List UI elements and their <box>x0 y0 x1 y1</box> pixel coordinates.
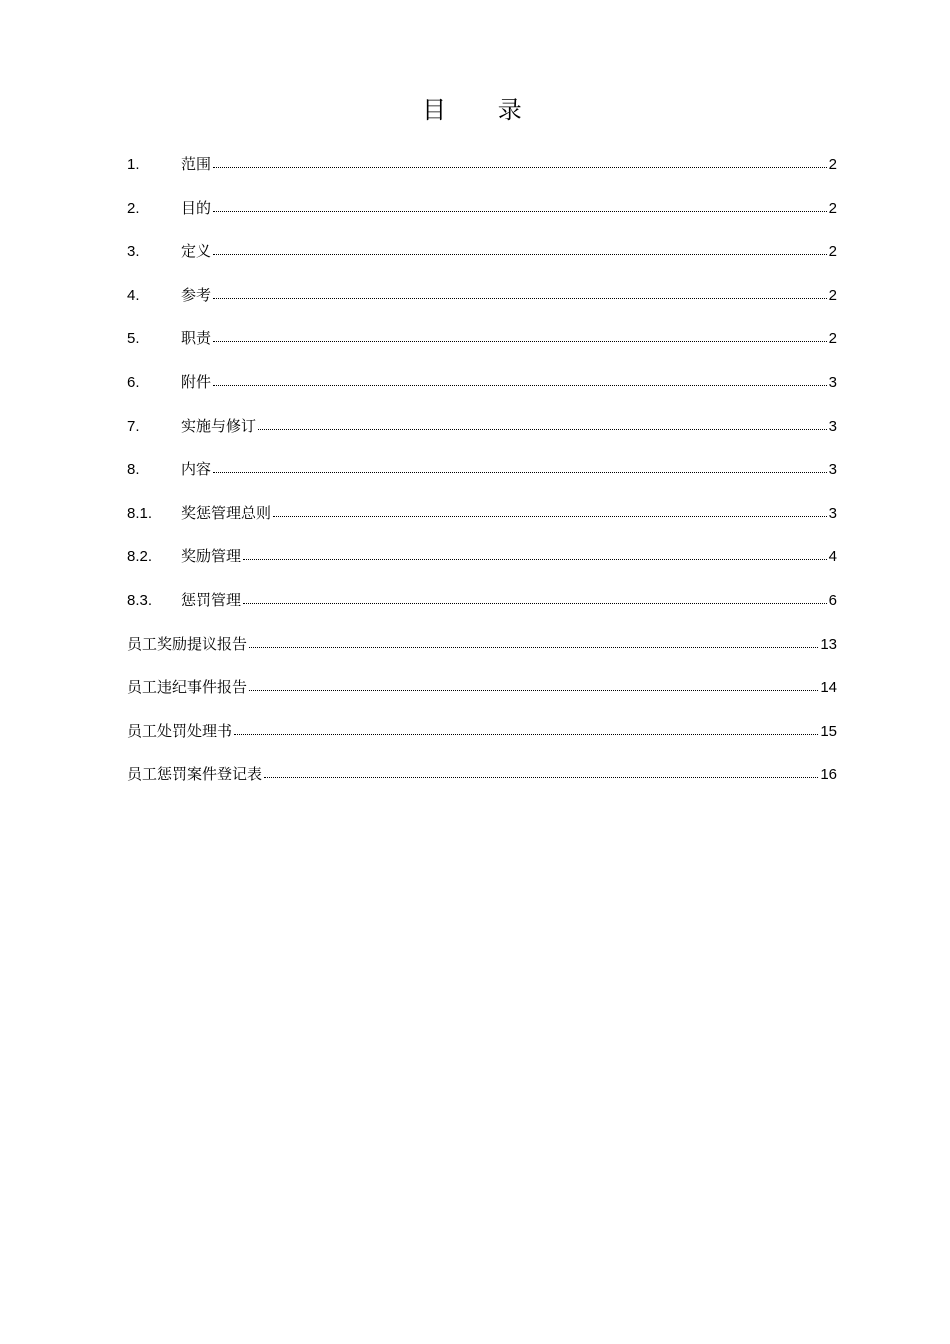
toc-entry-title: 参考 <box>181 285 212 304</box>
toc-entry-title: 惩罚管理 <box>181 590 242 609</box>
toc-entry-page: 3 <box>828 417 837 435</box>
toc-entry-title: 员工违纪事件报告 <box>127 678 248 697</box>
toc-entry-number: 5. <box>127 330 140 348</box>
toc-leader-dots <box>213 155 827 169</box>
toc-entry-number: 1. <box>127 156 140 173</box>
toc-entry-number: 8.3. <box>127 591 153 609</box>
toc-leader-dots <box>243 591 827 605</box>
toc-entry-page: 2 <box>828 286 837 304</box>
toc-leader-dots <box>213 286 827 300</box>
toc-entry-page: 2 <box>828 243 837 261</box>
toc-entry[interactable] <box>127 500 837 544</box>
toc-entry-number: 3. <box>127 243 140 261</box>
toc-entry-page: 16 <box>820 766 837 784</box>
toc-appendix-entry[interactable] <box>127 761 837 805</box>
toc-entry-page: 3 <box>828 373 837 391</box>
toc-entry-title: 实施与修订 <box>181 416 257 435</box>
toc-entry[interactable] <box>127 456 837 500</box>
toc-leader-dots <box>234 722 818 736</box>
toc-entry-title: 内容 <box>181 460 212 479</box>
toc-title: 目 录 <box>422 96 544 124</box>
toc-entry-title: 奖励管理 <box>181 547 242 566</box>
toc-appendix-entry[interactable] <box>127 718 837 762</box>
toc-entry-title: 范围 <box>181 155 212 173</box>
toc-entry-page: 4 <box>828 548 837 566</box>
toc-entry[interactable] <box>127 325 837 369</box>
toc-entry-page: 3 <box>828 504 837 522</box>
toc-entry-title: 附件 <box>181 372 212 391</box>
toc-leader-dots <box>213 329 827 343</box>
toc-leader-dots <box>249 678 818 692</box>
toc-leader-dots <box>213 460 827 474</box>
toc-appendix-entry[interactable] <box>127 631 837 675</box>
toc-entry-title: 职责 <box>181 329 212 348</box>
toc-entry-page: 2 <box>828 330 837 348</box>
toc-entry-page: 6 <box>828 591 837 609</box>
toc-appendix-entry[interactable] <box>127 674 837 718</box>
toc-entry-title: 目的 <box>181 198 212 217</box>
toc-entry[interactable] <box>127 238 837 282</box>
toc-entry-number: 8.1. <box>127 504 153 522</box>
toc-entry[interactable] <box>127 195 837 239</box>
toc-entry-number: 4. <box>127 286 140 304</box>
toc-leader-dots <box>249 635 818 649</box>
toc-entry[interactable] <box>127 151 837 195</box>
toc-entry-title: 定义 <box>181 242 212 261</box>
toc-entry-title: 奖惩管理总则 <box>181 503 272 522</box>
toc-entry-number: 8. <box>127 461 140 479</box>
toc-entry[interactable] <box>127 413 837 457</box>
toc-entry-page: 13 <box>820 635 837 653</box>
toc-entry-page: 2 <box>828 199 837 217</box>
toc-leader-dots <box>213 242 827 256</box>
toc-entry-title: 员工处罚处理书 <box>127 721 233 740</box>
toc-entry-number: 8.2. <box>127 548 153 566</box>
toc-leader-dots <box>258 417 827 431</box>
toc-entry-number: 2. <box>127 199 140 217</box>
toc-list <box>127 151 837 805</box>
toc-leader-dots <box>243 547 827 561</box>
toc-entry-page: 3 <box>828 461 837 479</box>
toc-entry-page: 2 <box>828 156 837 173</box>
toc-leader-dots <box>273 504 827 518</box>
toc-entry-title: 员工惩罚案件登记表 <box>127 765 263 784</box>
toc-entry-page: 15 <box>820 722 837 740</box>
toc-entry[interactable] <box>127 587 837 631</box>
toc-leader-dots <box>213 373 827 387</box>
toc-entry[interactable] <box>127 543 837 587</box>
toc-entry[interactable] <box>127 369 837 413</box>
toc-entry-number: 7. <box>127 417 140 435</box>
toc-entry-number: 6. <box>127 373 140 391</box>
toc-leader-dots <box>213 199 827 213</box>
toc-entry-page: 14 <box>820 679 837 697</box>
toc-entry-title: 员工奖励提议报告 <box>127 634 248 653</box>
toc-entry[interactable] <box>127 282 837 326</box>
toc-leader-dots <box>264 765 818 779</box>
